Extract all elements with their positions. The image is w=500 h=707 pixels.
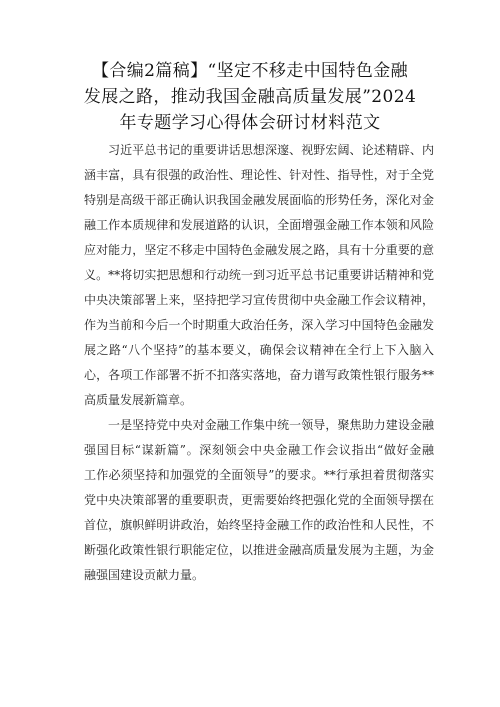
text-line: 心，各项工作部署不折不扣落实落地，奋力谱写政策性银行服务** — [84, 368, 434, 382]
text-line: 融强国建设贡献力量。 — [84, 568, 205, 582]
text-line: 党中央决策部署的重要职责，更需要始终把强化党的全面领导摆在 — [84, 493, 434, 507]
title-line: 发展之路，推动我国金融高质量发展”2024 — [83, 87, 417, 107]
text-line: 融工作本质规律和发展道路的认识，全面增强金融工作本领和风险 — [84, 218, 434, 232]
document-title — [60, 58, 440, 136]
text-line: 特别是高级干部正确认识我国金融发展面临的形势任务，深化对金 — [84, 193, 434, 207]
text-line: 应对能力，坚定不移走中国特色金融发展之路，具有十分重要的意 — [84, 243, 434, 257]
text-line: 中央决策部署上来，坚持把学习宣传贯彻中央金融工作会议精神， — [84, 293, 434, 307]
text-line: 强国目标“谋新篇”。深刻领会中央金融工作会议指出“做好金融 — [84, 443, 434, 457]
text-line: 展之路“八个坚持”的基本要义，确保会议精神在全行上下入脑入 — [84, 343, 434, 357]
paragraph-1 — [84, 138, 434, 413]
text-line: 涵丰富，具有很强的政治性、理论性、针对性、指导性，对于全党 — [84, 168, 434, 182]
document-body — [84, 138, 434, 588]
text-line: 高质量发展新篇章。 — [84, 393, 193, 407]
text-line: 一是坚持党中央对金融工作集中统一领导，聚焦助力建设金融 — [108, 418, 434, 432]
title-line: 年专题学习心得体会研讨材料范文 — [119, 113, 381, 133]
text-line: 工作必须坚持和加强党的全面领导”的要求。**行承担着贯彻落实 — [84, 468, 434, 482]
paragraph-2 — [84, 413, 434, 588]
text-line: 习近平总书记的重要讲话思想深邃、视野宏阔、论述精辟、内 — [108, 143, 434, 157]
text-line: 首位，旗帜鲜明讲政治，始终坚持金融工作的政治性和人民性，不 — [84, 518, 434, 532]
title-line: 【合编2篇稿】“坚定不移走中国特色金融 — [91, 61, 409, 81]
text-line: 义。**将切实把思想和行动统一到习近平总书记重要讲话精神和党 — [84, 268, 434, 282]
text-line: 断强化政策性银行职能定位，以推进金融高质量发展为主题，为金 — [84, 543, 434, 557]
text-line: 作为当前和今后一个时期重大政治任务，深入学习中国特色金融发 — [84, 318, 434, 332]
